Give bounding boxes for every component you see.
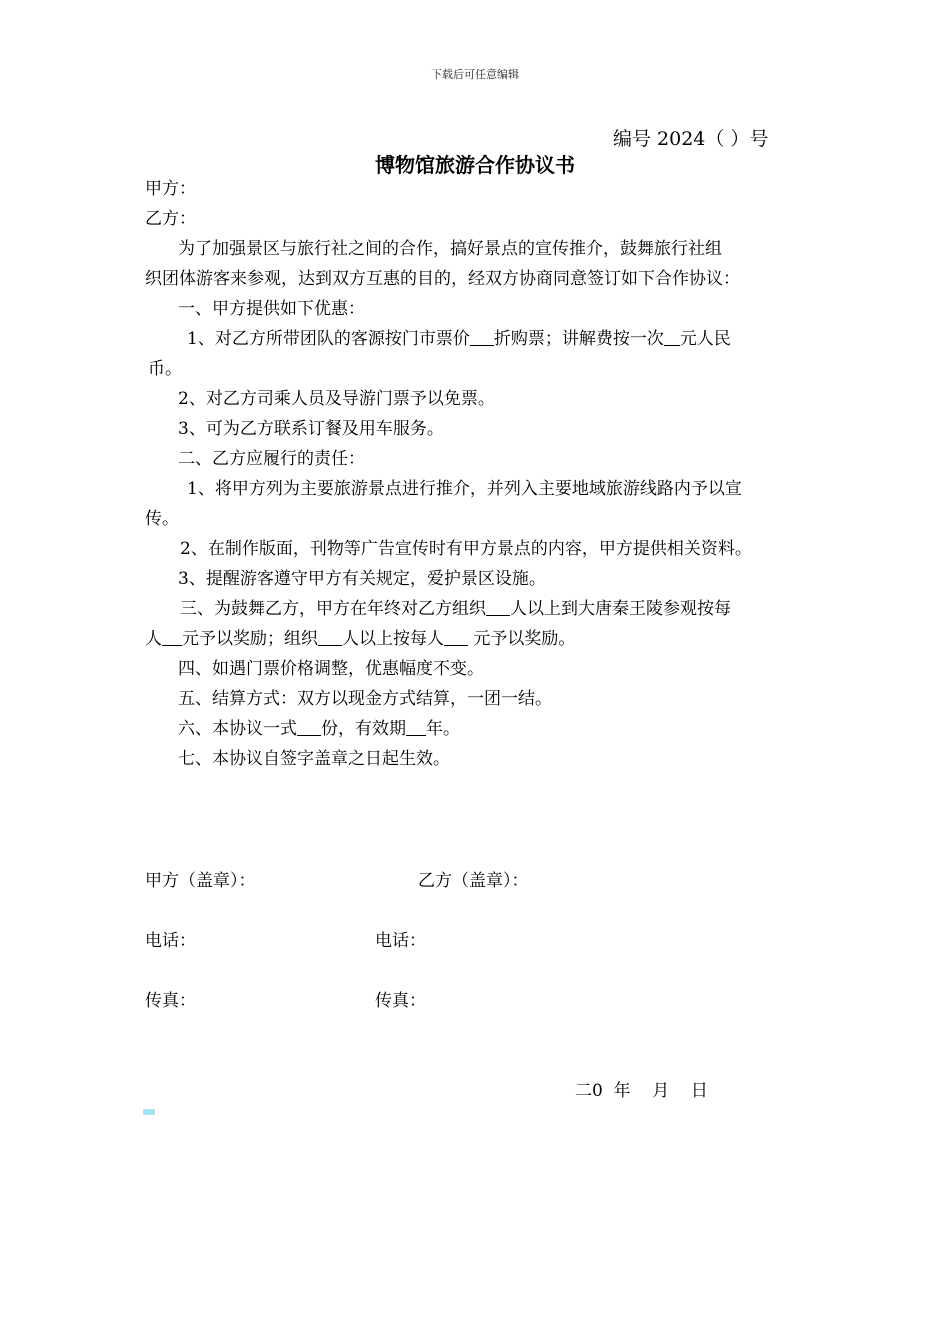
section-3-text-f: 元予以奖励。 bbox=[468, 629, 576, 649]
section-3-line-2 bbox=[145, 624, 575, 654]
section-1-item-1 bbox=[187, 324, 731, 354]
blank-people-count-2 bbox=[318, 627, 342, 646]
blank-people-count-1 bbox=[486, 597, 510, 616]
text-marker bbox=[143, 1109, 155, 1115]
blank-reward-1 bbox=[162, 627, 182, 646]
section-6-text-c: 年。 bbox=[426, 719, 460, 739]
section-1-item-1-cont: 币。 bbox=[148, 359, 182, 379]
party-b-label: 乙方： bbox=[145, 209, 196, 229]
section-2-item-1-line-1: 1、将甲方列为主要旅游景点进行推介，并列入主要地域旅游线路内予以宣 bbox=[187, 479, 742, 499]
blank-years bbox=[406, 717, 426, 736]
section-7: 七、本协议自签字盖章之日起生效。 bbox=[178, 749, 450, 769]
section-3-text-c: 人 bbox=[145, 629, 162, 649]
section-1-item-3: 3、可为乙方联系订餐及用车服务。 bbox=[178, 419, 444, 439]
blank-reward-2 bbox=[444, 627, 468, 646]
party-b-seal: 乙方（盖章）： bbox=[418, 871, 529, 891]
section-2-item-2: 2、在制作版面，刊物等广告宣传时有甲方景点的内容，甲方提供相关资料。 bbox=[180, 539, 752, 559]
section-3-line-1 bbox=[180, 594, 731, 624]
party-a-phone: 电话： bbox=[145, 931, 196, 951]
party-a-seal: 甲方（盖章）： bbox=[145, 871, 256, 891]
party-a-fax: 传真： bbox=[145, 991, 196, 1011]
section-5: 五、结算方式：双方以现金方式结算，一团一结。 bbox=[178, 689, 552, 709]
party-b-phone: 电话： bbox=[375, 931, 426, 951]
section-1-item-2: 2、对乙方司乘人员及导游门票予以免票。 bbox=[178, 389, 495, 409]
intro-line-2: 织团体游客来参观，达到双方互惠的目的，经双方协商同意签订如下合作协议： bbox=[145, 269, 740, 289]
signing-date: 二0 年 月 日 bbox=[575, 1081, 708, 1101]
section-4: 四、如遇门票价格调整，优惠幅度不变。 bbox=[178, 659, 484, 679]
section-2-heading: 二、乙方应履行的责任： bbox=[178, 449, 365, 469]
blank-discount bbox=[470, 327, 494, 346]
intro-line-1: 为了加强景区与旅行社之间的合作，搞好景点的宣传推介，鼓舞旅行社组 bbox=[178, 239, 722, 259]
section-6-text-a: 六、本协议一式 bbox=[178, 719, 297, 739]
party-a-label: 甲方： bbox=[145, 179, 196, 199]
document-title: 博物馆旅游合作协议书 bbox=[375, 153, 575, 177]
section-3-text-e: 人以上按每人 bbox=[342, 629, 444, 649]
section-3-text-b: 人以上到大唐秦王陵参观按每 bbox=[510, 599, 731, 619]
document-number: 编号 2024（ ）号 bbox=[613, 128, 769, 150]
party-b-fax: 传真： bbox=[375, 991, 426, 1011]
blank-copies bbox=[297, 717, 321, 736]
section-1-heading: 一、甲方提供如下优惠： bbox=[178, 299, 365, 319]
section-6-text-b: 份，有效期 bbox=[321, 719, 406, 739]
section-6 bbox=[178, 714, 460, 744]
section-3-text-a: 三、为鼓舞乙方，甲方在年终对乙方组织 bbox=[180, 599, 486, 619]
section-1-item-1-text-c: 元人民 bbox=[679, 329, 731, 349]
section-1-item-1-text-a: 1、对乙方所带团队的客源按门市票价 bbox=[187, 329, 470, 349]
section-3-text-d: 元予以奖励；组织 bbox=[182, 629, 318, 649]
section-1-item-1-text-b: 折购票；讲解费按一次 bbox=[493, 329, 664, 349]
blank-guide-fee bbox=[664, 327, 680, 346]
section-2-item-3: 3、提醒游客遵守甲方有关规定，爱护景区设施。 bbox=[178, 569, 546, 589]
header-note: 下载后可任意编辑 bbox=[431, 68, 519, 81]
section-2-item-1-line-2: 传。 bbox=[145, 509, 179, 529]
